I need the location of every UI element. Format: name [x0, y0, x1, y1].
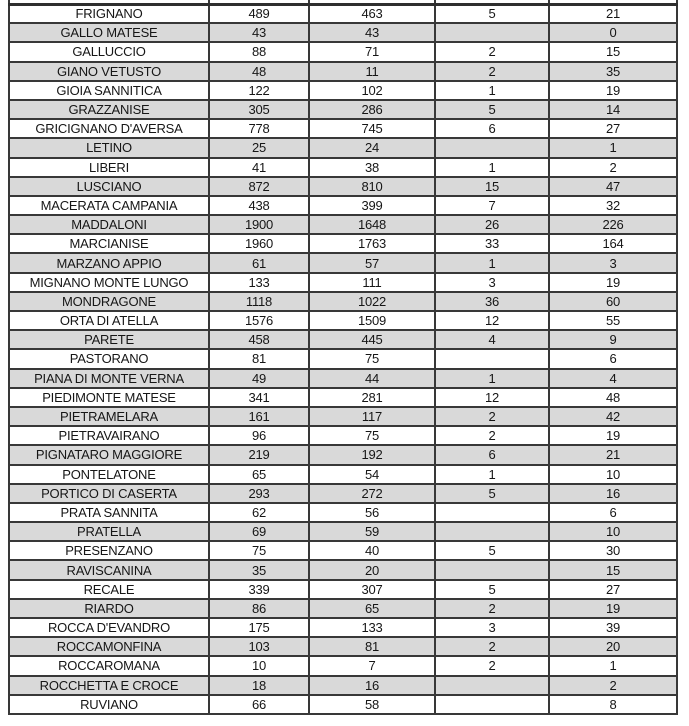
- value-cell: 7: [435, 196, 549, 215]
- value-cell: 2: [435, 656, 549, 675]
- municipality-name-cell: PASTORANO: [9, 349, 209, 368]
- value-cell: 25: [209, 138, 309, 157]
- municipality-name-cell: PONTELATONE: [9, 465, 209, 484]
- value-cell: 3: [549, 253, 677, 272]
- value-cell: 4: [435, 330, 549, 349]
- municipality-name-cell: ORTA DI ATELLA: [9, 311, 209, 330]
- value-cell: [435, 522, 549, 541]
- table-row: [9, 560, 677, 579]
- table-row: [9, 23, 677, 42]
- value-cell: 43: [309, 23, 435, 42]
- value-cell: 0: [549, 23, 677, 42]
- municipality-name-cell: PRESENZANO: [9, 541, 209, 560]
- table-row: [9, 311, 677, 330]
- value-cell: [435, 695, 549, 714]
- value-cell: 62: [209, 503, 309, 522]
- value-cell: 20: [549, 637, 677, 656]
- municipality-name-cell: ROCCAROMANA: [9, 656, 209, 675]
- value-cell: 5: [435, 541, 549, 560]
- value-cell: 41: [209, 158, 309, 177]
- value-cell: 49: [209, 369, 309, 388]
- value-cell: 36: [435, 292, 549, 311]
- table-row: [9, 599, 677, 618]
- value-cell: 2: [435, 426, 549, 445]
- value-cell: 48: [549, 388, 677, 407]
- table-row: [9, 292, 677, 311]
- value-cell: 39: [549, 618, 677, 637]
- value-cell: 44: [309, 369, 435, 388]
- municipality-name-cell: ROCCA D'EVANDRO: [9, 618, 209, 637]
- table-row: [9, 100, 677, 119]
- table-row: [9, 503, 677, 522]
- value-cell: [435, 503, 549, 522]
- value-cell: 88: [209, 42, 309, 61]
- value-cell: 27: [549, 119, 677, 138]
- municipality-name-cell: PIETRAVAIRANO: [9, 426, 209, 445]
- table-row: [9, 637, 677, 656]
- value-cell: 1509: [309, 311, 435, 330]
- value-cell: 1022: [309, 292, 435, 311]
- municipality-name-cell: ROCCHETTA E CROCE: [9, 676, 209, 695]
- value-cell: 1: [549, 656, 677, 675]
- municipality-name-cell: MARCIANISE: [9, 234, 209, 253]
- table-row: [9, 273, 677, 292]
- municipality-name-cell: PIETRAMELARA: [9, 407, 209, 426]
- value-cell: 1: [549, 138, 677, 157]
- value-cell: 96: [209, 426, 309, 445]
- value-cell: 272: [309, 484, 435, 503]
- value-cell: 2: [435, 599, 549, 618]
- value-cell: 6: [435, 119, 549, 138]
- table-row: [9, 465, 677, 484]
- table-row: [9, 369, 677, 388]
- value-cell: 219: [209, 445, 309, 464]
- value-cell: 399: [309, 196, 435, 215]
- municipality-name-cell: GALLO MATESE: [9, 23, 209, 42]
- value-cell: 1763: [309, 234, 435, 253]
- value-cell: 1: [435, 158, 549, 177]
- value-cell: 5: [435, 4, 549, 23]
- table-row: [9, 138, 677, 157]
- value-cell: 1576: [209, 311, 309, 330]
- municipality-name-cell: PARETE: [9, 330, 209, 349]
- municipality-name-cell: MONDRAGONE: [9, 292, 209, 311]
- value-cell: 5: [435, 484, 549, 503]
- table-row: [9, 618, 677, 637]
- table-row: [9, 407, 677, 426]
- value-cell: 1: [435, 465, 549, 484]
- value-cell: 35: [549, 62, 677, 81]
- value-cell: 15: [549, 560, 677, 579]
- value-cell: 2: [435, 637, 549, 656]
- value-cell: 2: [549, 676, 677, 695]
- municipality-name-cell: LUSCIANO: [9, 177, 209, 196]
- value-cell: 15: [549, 42, 677, 61]
- municipality-name-cell: RECALE: [9, 580, 209, 599]
- value-cell: [435, 560, 549, 579]
- value-cell: 81: [309, 637, 435, 656]
- municipality-name-cell: FRIGNANO: [9, 4, 209, 23]
- value-cell: 10: [549, 522, 677, 541]
- value-cell: 489: [209, 4, 309, 23]
- table-body: [9, 4, 677, 714]
- value-cell: 810: [309, 177, 435, 196]
- value-cell: 6: [435, 445, 549, 464]
- value-cell: 6: [549, 349, 677, 368]
- value-cell: 21: [549, 4, 677, 23]
- value-cell: [435, 23, 549, 42]
- value-cell: 103: [209, 637, 309, 656]
- table-row: [9, 445, 677, 464]
- value-cell: 1960: [209, 234, 309, 253]
- table-row: [9, 158, 677, 177]
- table-row: [9, 541, 677, 560]
- table-row: [9, 119, 677, 138]
- value-cell: 24: [309, 138, 435, 157]
- value-cell: 58: [309, 695, 435, 714]
- value-cell: 102: [309, 81, 435, 100]
- value-cell: 778: [209, 119, 309, 138]
- value-cell: 43: [209, 23, 309, 42]
- value-cell: 3: [435, 273, 549, 292]
- value-cell: 2: [435, 42, 549, 61]
- value-cell: 14: [549, 100, 677, 119]
- municipality-name-cell: PIGNATARO MAGGIORE: [9, 445, 209, 464]
- value-cell: 59: [309, 522, 435, 541]
- value-cell: 745: [309, 119, 435, 138]
- municipality-name-cell: PORTICO DI CASERTA: [9, 484, 209, 503]
- value-cell: 16: [309, 676, 435, 695]
- value-cell: 286: [309, 100, 435, 119]
- value-cell: 133: [309, 618, 435, 637]
- value-cell: 9: [549, 330, 677, 349]
- value-cell: 10: [549, 465, 677, 484]
- value-cell: 42: [549, 407, 677, 426]
- value-cell: 1: [435, 369, 549, 388]
- value-cell: 226: [549, 215, 677, 234]
- value-cell: 71: [309, 42, 435, 61]
- municipality-name-cell: GRAZZANISE: [9, 100, 209, 119]
- value-cell: 438: [209, 196, 309, 215]
- table-row: [9, 580, 677, 599]
- table-row: [9, 349, 677, 368]
- value-cell: 1: [435, 253, 549, 272]
- value-cell: 133: [209, 273, 309, 292]
- value-cell: 40: [309, 541, 435, 560]
- value-cell: 12: [435, 388, 549, 407]
- value-cell: 57: [309, 253, 435, 272]
- municipality-name-cell: RIARDO: [9, 599, 209, 618]
- value-cell: 4: [549, 369, 677, 388]
- value-cell: 75: [309, 349, 435, 368]
- value-cell: [435, 349, 549, 368]
- value-cell: 458: [209, 330, 309, 349]
- value-cell: 161: [209, 407, 309, 426]
- value-cell: 2: [435, 62, 549, 81]
- value-cell: 61: [209, 253, 309, 272]
- value-cell: 19: [549, 599, 677, 618]
- value-cell: 69: [209, 522, 309, 541]
- table-row: [9, 695, 677, 714]
- table-row: [9, 388, 677, 407]
- value-cell: 2: [435, 407, 549, 426]
- value-cell: 5: [435, 580, 549, 599]
- value-cell: 122: [209, 81, 309, 100]
- table-row: [9, 42, 677, 61]
- value-cell: 75: [209, 541, 309, 560]
- value-cell: 86: [209, 599, 309, 618]
- municipality-name-cell: ROCCAMONFINA: [9, 637, 209, 656]
- table-row: [9, 676, 677, 695]
- value-cell: 339: [209, 580, 309, 599]
- value-cell: 21: [549, 445, 677, 464]
- value-cell: 66: [209, 695, 309, 714]
- value-cell: 1: [435, 81, 549, 100]
- municipality-name-cell: LIBERI: [9, 158, 209, 177]
- table-row: [9, 656, 677, 675]
- value-cell: 305: [209, 100, 309, 119]
- value-cell: 19: [549, 81, 677, 100]
- value-cell: 65: [309, 599, 435, 618]
- value-cell: 75: [309, 426, 435, 445]
- municipality-name-cell: GALLUCCIO: [9, 42, 209, 61]
- municipality-name-cell: MIGNANO MONTE LUNGO: [9, 273, 209, 292]
- municipality-name-cell: PRATELLA: [9, 522, 209, 541]
- municipality-name-cell: PIANA DI MONTE VERNA: [9, 369, 209, 388]
- value-cell: 55: [549, 311, 677, 330]
- value-cell: 20: [309, 560, 435, 579]
- municipality-name-cell: MARZANO APPIO: [9, 253, 209, 272]
- table-row: [9, 234, 677, 253]
- municipality-name-cell: RUVIANO: [9, 695, 209, 714]
- value-cell: 65: [209, 465, 309, 484]
- table-row: [9, 177, 677, 196]
- value-cell: 341: [209, 388, 309, 407]
- value-cell: 8: [549, 695, 677, 714]
- table-row: [9, 81, 677, 100]
- table-row: [9, 196, 677, 215]
- table-row: [9, 522, 677, 541]
- municipality-name-cell: LETINO: [9, 138, 209, 157]
- municipality-name-cell: MACERATA CAMPANIA: [9, 196, 209, 215]
- table-row: [9, 426, 677, 445]
- value-cell: 293: [209, 484, 309, 503]
- value-cell: 1900: [209, 215, 309, 234]
- table-row: [9, 4, 677, 23]
- table-row: [9, 62, 677, 81]
- value-cell: 175: [209, 618, 309, 637]
- value-cell: [435, 676, 549, 695]
- value-cell: 32: [549, 196, 677, 215]
- value-cell: 54: [309, 465, 435, 484]
- value-cell: 2: [549, 158, 677, 177]
- value-cell: 60: [549, 292, 677, 311]
- value-cell: [435, 138, 549, 157]
- value-cell: 19: [549, 273, 677, 292]
- value-cell: 6: [549, 503, 677, 522]
- value-cell: 111: [309, 273, 435, 292]
- value-cell: 15: [435, 177, 549, 196]
- value-cell: 30: [549, 541, 677, 560]
- value-cell: 26: [435, 215, 549, 234]
- municipality-name-cell: GIOIA SANNITICA: [9, 81, 209, 100]
- value-cell: 11: [309, 62, 435, 81]
- value-cell: 81: [209, 349, 309, 368]
- value-cell: 33: [435, 234, 549, 253]
- municipality-table: [8, 0, 678, 715]
- value-cell: 872: [209, 177, 309, 196]
- municipality-name-cell: GRICIGNANO D'AVERSA: [9, 119, 209, 138]
- value-cell: 445: [309, 330, 435, 349]
- value-cell: 56: [309, 503, 435, 522]
- value-cell: 117: [309, 407, 435, 426]
- value-cell: 281: [309, 388, 435, 407]
- municipality-name-cell: GIANO VETUSTO: [9, 62, 209, 81]
- table-row: [9, 215, 677, 234]
- value-cell: 38: [309, 158, 435, 177]
- value-cell: 307: [309, 580, 435, 599]
- value-cell: 7: [309, 656, 435, 675]
- table-row: [9, 484, 677, 503]
- municipality-name-cell: RAVISCANINA: [9, 560, 209, 579]
- value-cell: 35: [209, 560, 309, 579]
- value-cell: 5: [435, 100, 549, 119]
- value-cell: 27: [549, 580, 677, 599]
- municipality-name-cell: PIEDIMONTE MATESE: [9, 388, 209, 407]
- municipality-name-cell: PRATA SANNITA: [9, 503, 209, 522]
- value-cell: 18: [209, 676, 309, 695]
- value-cell: 1118: [209, 292, 309, 311]
- value-cell: 3: [435, 618, 549, 637]
- value-cell: 19: [549, 426, 677, 445]
- value-cell: 192: [309, 445, 435, 464]
- value-cell: 10: [209, 656, 309, 675]
- table-row: [9, 253, 677, 272]
- value-cell: 12: [435, 311, 549, 330]
- value-cell: 48: [209, 62, 309, 81]
- value-cell: 1648: [309, 215, 435, 234]
- table-row: [9, 330, 677, 349]
- value-cell: 164: [549, 234, 677, 253]
- municipality-name-cell: MADDALONI: [9, 215, 209, 234]
- value-cell: 16: [549, 484, 677, 503]
- value-cell: 463: [309, 4, 435, 23]
- value-cell: 47: [549, 177, 677, 196]
